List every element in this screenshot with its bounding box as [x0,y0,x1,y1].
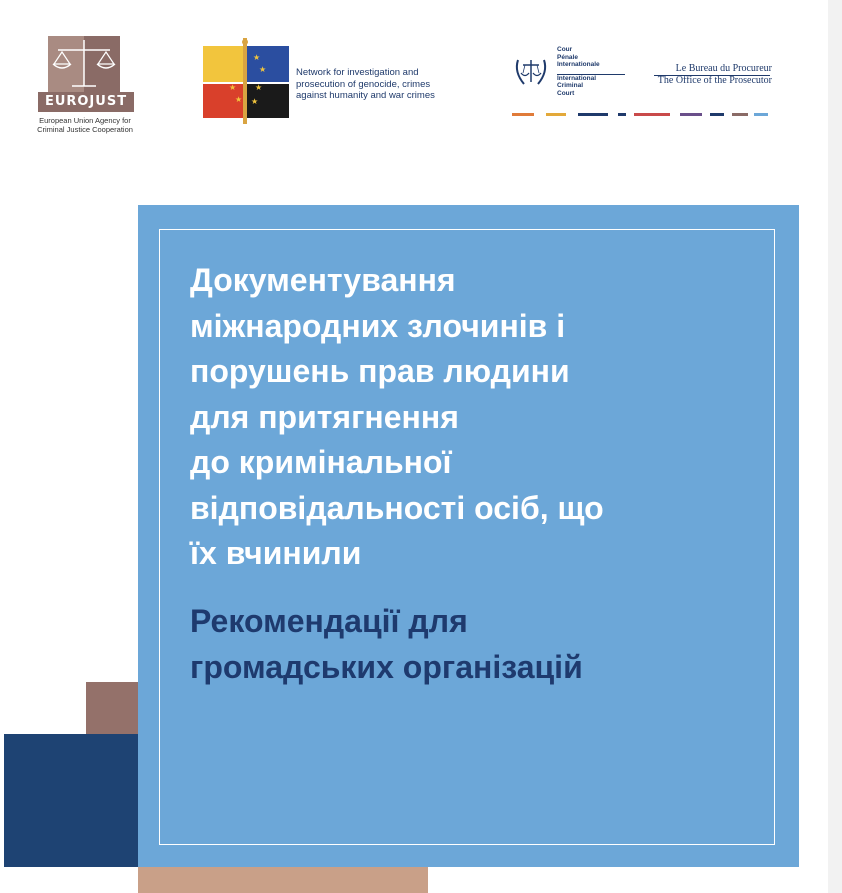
svg-text:★: ★ [231,55,239,64]
svg-text:★: ★ [251,97,259,106]
decorative-block-mauve [86,682,142,736]
network-name-line: against humanity and war crimes [296,90,435,101]
document-title [190,258,770,577]
icc-name-line: Internationale [557,61,600,68]
title-line: міжнародних злочинів і [190,307,566,344]
svg-text:★: ★ [255,83,263,92]
decorative-block-tan [138,867,428,893]
eurojust-wordmark: EUROJUST [38,92,134,112]
icc-laurel-scales-icon [512,54,550,88]
svg-text:★: ★ [259,65,267,74]
icc-name-line: Court [557,89,575,97]
icc-color-bar [512,113,768,116]
title-line: порушень прав людини [190,353,570,389]
title-line: для притягнення [190,398,459,435]
otp-name-english: The Office of the Prosecutor [657,75,772,86]
svg-text:★: ★ [225,67,233,76]
subtitle-line: громадських організацій [190,649,583,685]
icc-name-line: Pénale [557,53,578,61]
network-name [296,67,466,102]
decorative-block-navy [4,734,138,867]
genocide-network-flag-icon [203,38,293,124]
title-line: Документування [190,262,456,298]
icc-name [557,46,627,97]
document-subtitle [190,598,770,690]
eurojust-subtitle-line: European Union Agency for [39,116,131,125]
svg-text:★: ★ [235,95,243,104]
network-name-line: prosecution of genocide, crimes [296,78,431,90]
subtitle-line: Рекомендації для [190,603,468,639]
title-line: відповідальності осіб, що [190,489,604,526]
icc-name-line: International [557,74,597,82]
otp-name-french: Le Bureau du Procureur [675,63,772,74]
eurojust-subtitle-line: Criminal Justice Cooperation [37,125,133,134]
title-line: їх вчинили [190,535,362,571]
icc-divider [557,74,625,75]
icc-name-line: Cour [557,46,573,53]
title-line: до кримінальної [190,444,452,480]
network-name-line: Network for investigation and [296,67,419,78]
svg-text:★: ★ [253,53,261,62]
scales-of-justice-icon [44,36,124,92]
svg-text:★: ★ [229,83,237,92]
page-edge-strip [828,0,842,893]
icc-name-line: Criminal [557,82,584,89]
